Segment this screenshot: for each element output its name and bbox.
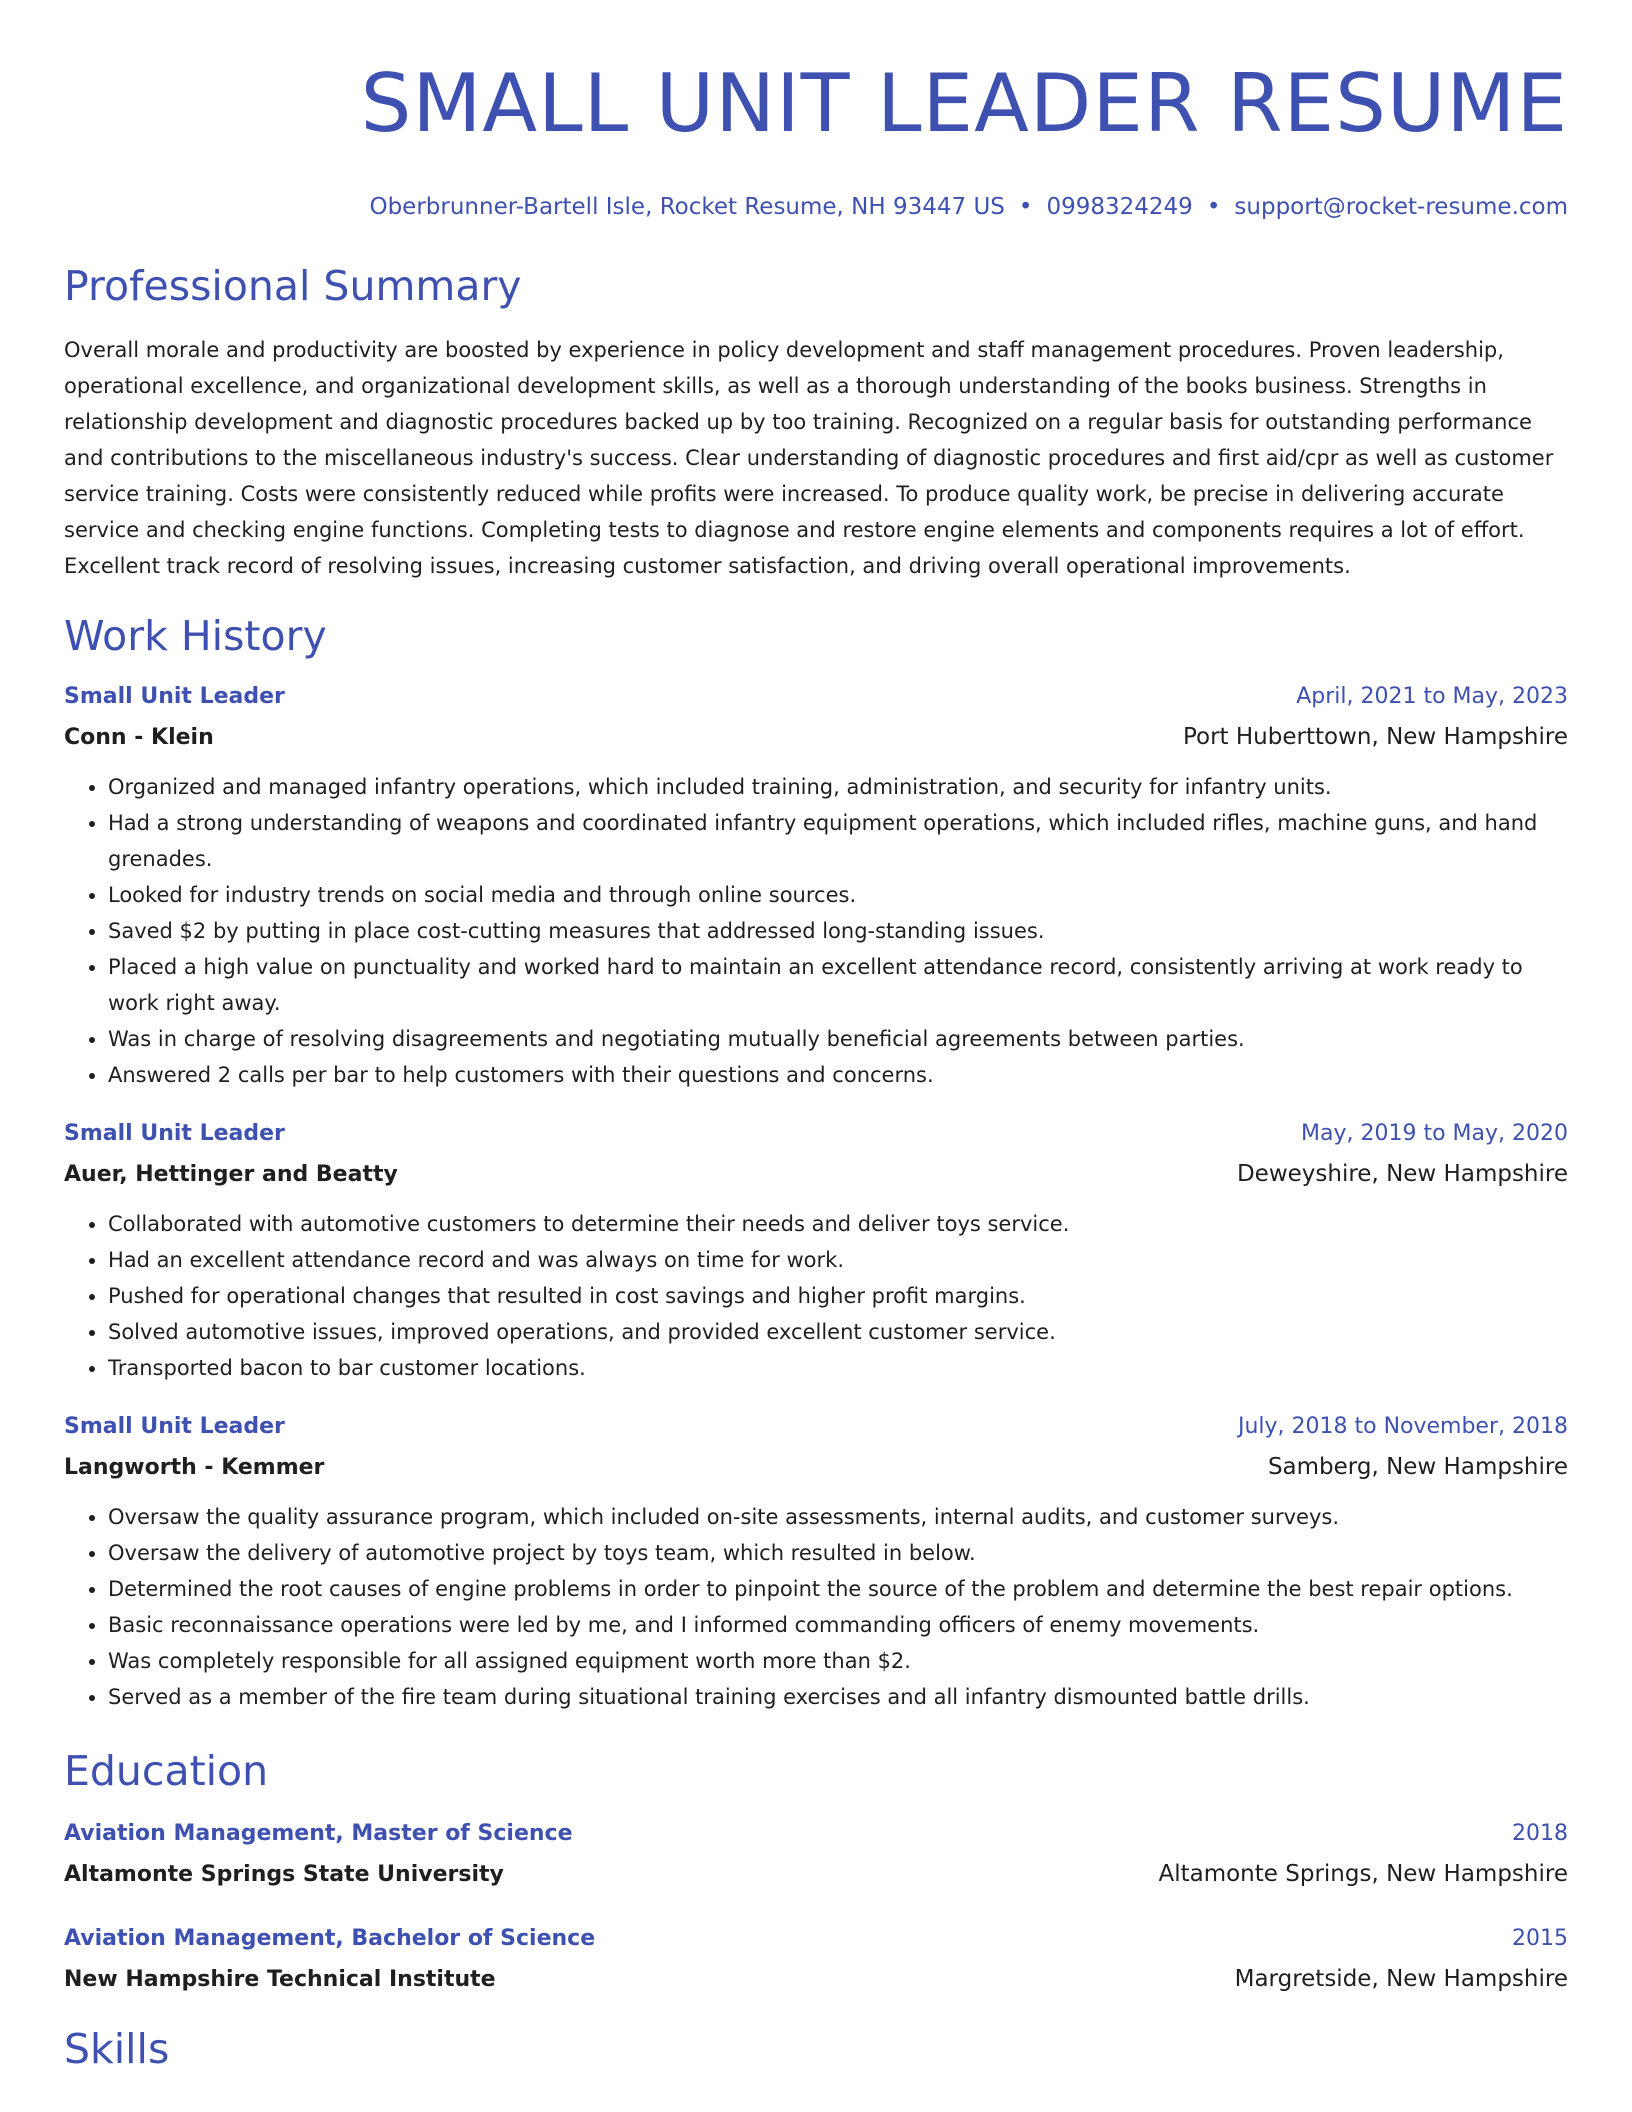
education-list bbox=[64, 1819, 1568, 1995]
job-dates: May, 2019 to May, 2020 bbox=[1301, 1121, 1568, 1146]
job-entry bbox=[64, 1119, 1568, 1386]
contact-phone: 0998324249 bbox=[1046, 194, 1193, 220]
work-history-heading: Work History bbox=[64, 612, 327, 660]
job-bullet: • Transported bacon to bar customer locations. bbox=[108, 1350, 1568, 1386]
job-entry bbox=[64, 1412, 1568, 1715]
job-company: Conn - Klein bbox=[64, 725, 214, 750]
job-bullet: • Was in charge of resolving disagreements and negotiating mutually beneficial agreements between parties. bbox=[108, 1021, 1568, 1057]
job-role: Small Unit Leader bbox=[64, 1121, 285, 1146]
job-location: Samberg, New Hampshire bbox=[1267, 1454, 1568, 1480]
contact-separator: • bbox=[1206, 194, 1221, 220]
education-year: 2015 bbox=[1512, 1926, 1568, 1951]
contact-email: support@rocket-resume.com bbox=[1234, 194, 1568, 220]
job-bullets bbox=[64, 1206, 1568, 1386]
job-bullet: • Had a strong understanding of weapons and coordinated infantry equipment operations, which included rifles, machine guns, and hand grenades. bbox=[108, 805, 1568, 877]
job-dates: April, 2021 to May, 2023 bbox=[1296, 684, 1568, 709]
job-dates: July, 2018 to November, 2018 bbox=[1237, 1414, 1568, 1439]
job-bullet: • Organized and managed infantry operations, which included training, administration, and security for infantry units. bbox=[108, 769, 1568, 805]
education-location: Altamonte Springs, New Hampshire bbox=[1158, 1861, 1568, 1887]
job-company: Langworth - Kemmer bbox=[64, 1455, 325, 1480]
contact-separator: • bbox=[1018, 194, 1033, 220]
job-bullet: • Oversaw the quality assurance program, which included on-site assessments, internal audits, and customer surveys. bbox=[108, 1499, 1568, 1535]
job-bullet: • Answered 2 calls per bar to help customers with their questions and concerns. bbox=[108, 1057, 1568, 1093]
education-heading: Education bbox=[64, 1747, 269, 1795]
summary-text: Overall morale and productivity are boosted by experience in policy development and staff management procedures. Proven leadership, operational excellence, and organizational development skills, as well as a thorough understanding of the books business. Strengths in relationship development and diagnostic procedures backed up by too training. Recognized on a regular basis for outstanding performance and contributions to the miscellaneous industry's success. Clear understanding of diagnostic procedures and first aid/cpr as well as customer service training. Costs were consistently reduced while profits were increased. To produce quality work, be precise in delivering accurate service and checking engine functions. Completing tests to diagnose and restore engine elements and components requires a lot of effort. Excellent track record of resolving issues, increasing customer satisfaction, and driving overall operational improvements. bbox=[64, 338, 1554, 578]
education-degree: Aviation Management, Master of Science bbox=[64, 1821, 573, 1846]
job-bullet: • Served as a member of the fire team during situational training exercises and all infantry dismounted battle drills. bbox=[108, 1679, 1568, 1715]
job-bullets bbox=[64, 1499, 1568, 1715]
contact-line bbox=[64, 192, 1568, 222]
job-bullet: • Placed a high value on punctuality and worked hard to maintain an excellent attendance record, consistently arriving at work ready to work right away. bbox=[108, 949, 1568, 1021]
education-location: Margretside, New Hampshire bbox=[1234, 1966, 1568, 1992]
education-entry bbox=[64, 1819, 1568, 1890]
job-bullet: • Collaborated with automotive customers to determine their needs and deliver toys service. bbox=[108, 1206, 1568, 1242]
job-role: Small Unit Leader bbox=[64, 684, 285, 709]
job-bullet: • Solved automotive issues, improved operations, and provided excellent customer service. bbox=[108, 1314, 1568, 1350]
summary-heading: Professional Summary bbox=[64, 262, 522, 310]
job-entry bbox=[64, 682, 1568, 1093]
job-bullet: • Pushed for operational changes that resulted in cost savings and higher profit margins. bbox=[108, 1278, 1568, 1314]
job-company: Auer, Hettinger and Beatty bbox=[64, 1162, 398, 1187]
job-location: Port Huberttown, New Hampshire bbox=[1182, 724, 1568, 750]
job-role: Small Unit Leader bbox=[64, 1414, 285, 1439]
job-location: Deweyshire, New Hampshire bbox=[1236, 1161, 1568, 1187]
education-school: Altamonte Springs State University bbox=[64, 1862, 504, 1887]
work-history-list bbox=[64, 682, 1568, 1715]
job-bullet: • Basic reconnaissance operations were led by me, and I informed commanding officers of enemy movements. bbox=[108, 1607, 1568, 1643]
education-year: 2018 bbox=[1512, 1821, 1568, 1846]
job-bullet: • Oversaw the delivery of automotive project by toys team, which resulted in below. bbox=[108, 1535, 1568, 1571]
education-degree: Aviation Management, Bachelor of Science bbox=[64, 1926, 596, 1951]
job-bullet: • Had an excellent attendance record and was always on time for work. bbox=[108, 1242, 1568, 1278]
job-bullet: • Saved $2 by putting in place cost-cutting measures that addressed long-standing issues. bbox=[108, 913, 1568, 949]
contact-address: Oberbrunner-Bartell Isle, Rocket Resume, NH 93447 US bbox=[369, 194, 1005, 220]
resume-title: SMALL UNIT LEADER RESUME bbox=[360, 57, 1568, 150]
job-bullet: • Determined the root causes of engine problems in order to pinpoint the source of the problem and determine the best repair options. bbox=[108, 1571, 1568, 1607]
education-school: New Hampshire Technical Institute bbox=[64, 1967, 496, 1992]
job-bullets bbox=[64, 769, 1568, 1093]
job-bullet: • Was completely responsible for all assigned equipment worth more than $2. bbox=[108, 1643, 1568, 1679]
job-bullet: • Looked for industry trends on social media and through online sources. bbox=[108, 877, 1568, 913]
skills-heading: Skills bbox=[64, 2025, 170, 2073]
education-entry bbox=[64, 1924, 1568, 1995]
